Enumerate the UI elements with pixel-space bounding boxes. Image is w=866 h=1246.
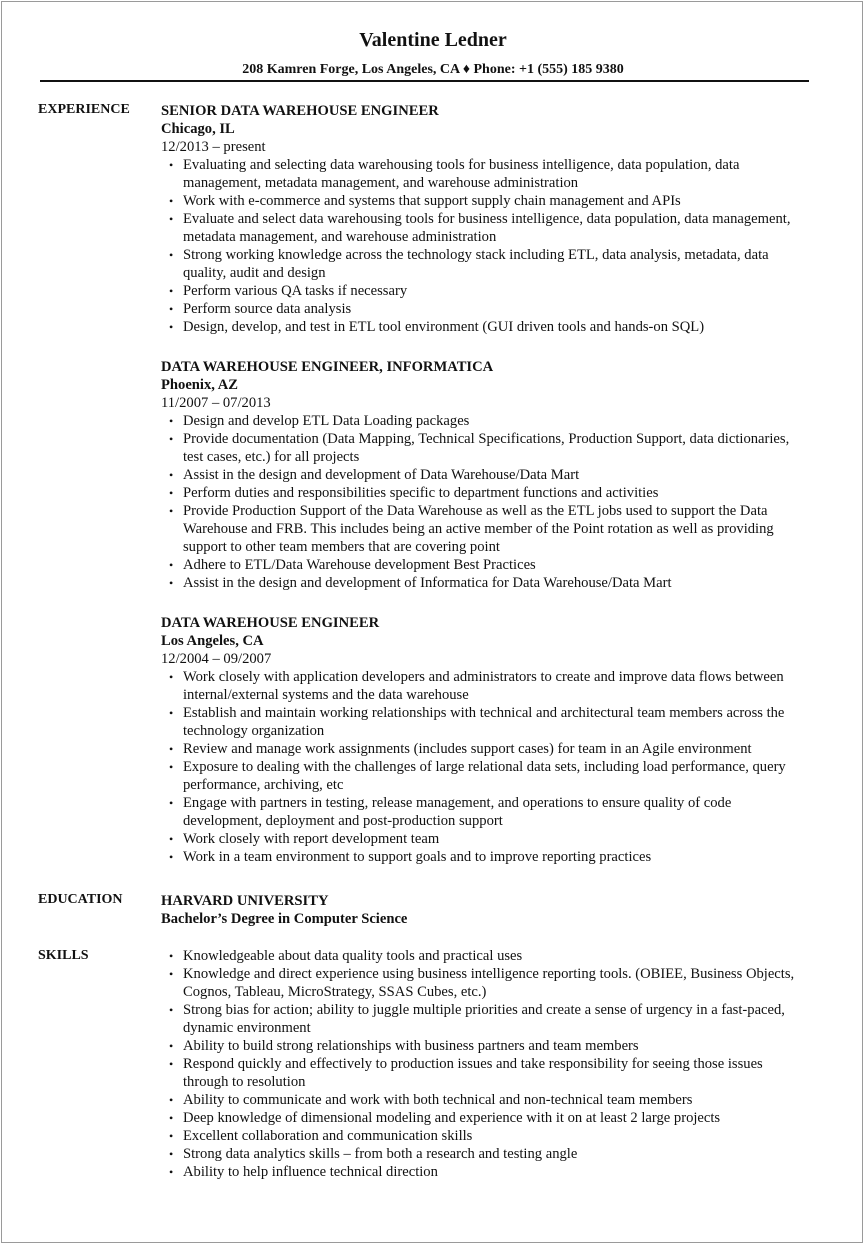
job-1 (161, 102, 811, 336)
skill-item: • Ability to communicate and work with both technical and non-technical team members (161, 1091, 811, 1109)
skill-item: • Deep knowledge of dimensional modeling and experience with it on at least 2 large projects (161, 1109, 811, 1127)
bullet-item: • Assist in the design and development of Data Warehouse/Data Mart (161, 466, 811, 484)
bullet-item: • Work in a team environment to support goals and to improve reporting practices (161, 848, 811, 866)
education-block (161, 892, 811, 928)
job-title: DATA WAREHOUSE ENGINEER (161, 615, 380, 631)
bullet-item: • Review and manage work assignments (includes support cases) for team in an Agile environment (161, 740, 811, 758)
degree-name: Bachelor’s Degree in Computer Science (161, 911, 408, 927)
bullet-item: • Evaluate and select data warehousing tools for business intelligence, data population, data management, metadata management, and warehouse administration (161, 210, 811, 246)
header-divider (40, 80, 809, 82)
bullet-item: • Strong working knowledge across the technology stack including ETL, data analysis, metadata, data quality, audit and design (161, 246, 811, 282)
skills-heading: SKILLS (38, 948, 89, 963)
bullet-item: • Provide Production Support of the Data Warehouse as well as the ETL jobs used to support the Data Warehouse and FRB. This includes being an active member of the Point rotation as well as providing support to other team members that are covering point (161, 502, 811, 556)
skill-item: • Knowledge and direct experience using business intelligence reporting tools. (OBIEE, Business Objects, Cognos, Tableau, MicroStrategy, SSAS Cubes, etc.) (161, 965, 811, 1001)
bullet-item: • Perform various QA tasks if necessary (161, 282, 811, 300)
skill-item: • Respond quickly and effectively to production issues and take responsibility for seeing those issues through to resolution (161, 1055, 811, 1091)
bullet-item: • Design, develop, and test in ETL tool environment (GUI driven tools and hands-on SQL) (161, 318, 811, 336)
bullet-item: • Evaluating and selecting data warehousing tools for business intelligence, data population, data management, metadata management, and warehouse administration (161, 156, 811, 192)
job-title: SENIOR DATA WAREHOUSE ENGINEER (161, 103, 439, 119)
contact-line: 208 Kamren Forge, Los Angeles, CA ♦ Phone: +1 (555) 185 9380 (242, 62, 624, 77)
skill-item: • Ability to help influence technical direction (161, 1163, 811, 1181)
bullet-item: • Engage with partners in testing, release management, and operations to ensure quality of code development, deployment and post-production support (161, 794, 811, 830)
skill-item: • Strong bias for action; ability to juggle multiple priorities and create a sense of urgency in a fast-paced, dynamic environment (161, 1001, 811, 1037)
bullet-item: • Perform source data analysis (161, 300, 811, 318)
education-heading: EDUCATION (38, 892, 123, 907)
bullet-item: • Design and develop ETL Data Loading packages (161, 412, 811, 430)
job-3 (161, 614, 811, 866)
bullet-item: • Work closely with report development team (161, 830, 811, 848)
job-bullets (161, 412, 811, 592)
job-title: DATA WAREHOUSE ENGINEER, INFORMATICA (161, 359, 494, 375)
skill-item: • Strong data analytics skills – from both a research and testing angle (161, 1145, 811, 1163)
skill-item: • Knowledgeable about data quality tools and practical uses (161, 947, 811, 965)
bullet-item: • Perform duties and responsibilities specific to department functions and activities (161, 484, 811, 502)
skill-item: • Excellent collaboration and communication skills (161, 1127, 811, 1145)
bullet-item: • Work with e-commerce and systems that support supply chain management and APIs (161, 192, 811, 210)
bullet-item: • Work closely with application developers and administrators to create and improve data flows between internal/external systems and the data warehouse (161, 668, 811, 704)
job-bullets (161, 668, 811, 866)
job-dates: 11/2007 – 07/2013 (161, 395, 271, 411)
job-location: Los Angeles, CA (161, 633, 264, 649)
school-name: HARVARD UNIVERSITY (161, 893, 329, 909)
bullet-item: • Assist in the design and development of Informatica for Data Warehouse/Data Mart (161, 574, 811, 592)
job-bullets (161, 156, 811, 336)
candidate-name: Valentine Ledner (359, 29, 507, 51)
bullet-item: • Establish and maintain working relationships with technical and architectural team members across the technology organization (161, 704, 811, 740)
bullet-item: • Provide documentation (Data Mapping, Technical Specifications, Production Support, data dictionaries, test cases, etc.) for all projects (161, 430, 811, 466)
skills-block (161, 947, 811, 1181)
job-dates: 12/2013 – present (161, 139, 266, 155)
bullet-item: • Adhere to ETL/Data Warehouse development Best Practices (161, 556, 811, 574)
job-location: Chicago, IL (161, 121, 235, 137)
skills-list (161, 947, 811, 1181)
experience-heading: EXPERIENCE (38, 102, 130, 117)
skill-item: • Ability to build strong relationships with business partners and team members (161, 1037, 811, 1055)
bullet-item: • Exposure to dealing with the challenges of large relational data sets, including load performance, query performance, archiving, etc (161, 758, 811, 794)
job-location: Phoenix, AZ (161, 377, 239, 393)
job-2 (161, 358, 811, 592)
job-dates: 12/2004 – 09/2007 (161, 651, 272, 667)
